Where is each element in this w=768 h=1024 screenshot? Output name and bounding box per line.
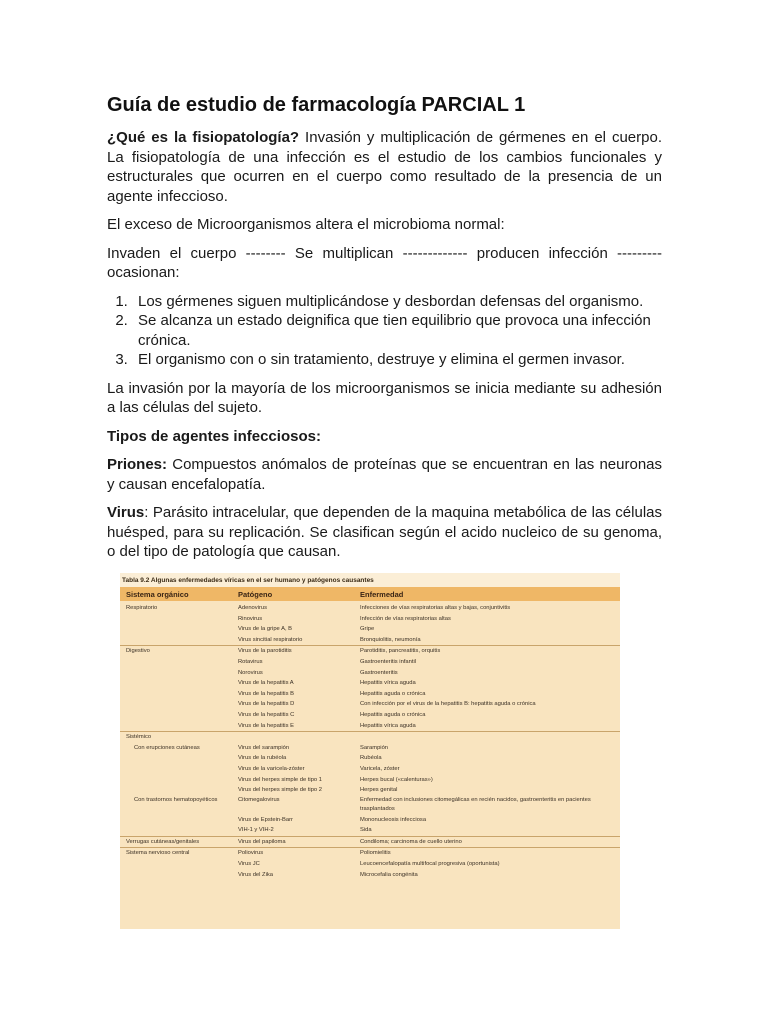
cell-system xyxy=(120,859,238,870)
cell-system xyxy=(120,624,238,635)
cell-disease: Sarampión xyxy=(360,744,389,751)
cell-system: Verrugas cutáneas/genitales xyxy=(126,838,200,845)
cell-system: Digestivo xyxy=(126,648,150,655)
table-row xyxy=(120,635,620,646)
cell-pathogen: Virus del herpes simple de tipo 2 xyxy=(238,787,322,794)
cell-disease: Microcefalia congénita xyxy=(360,871,418,878)
cell-disease: Infecciones de vías respiratorias altas y bajas, conjuntivitis xyxy=(360,605,511,611)
cell-pathogen: Poliovirus xyxy=(238,850,264,857)
cell-pathogen: Virus de la hepatitis B xyxy=(238,690,294,697)
table-body xyxy=(120,601,620,880)
cell-pathogen: Virus de la gripe A, B xyxy=(238,626,293,633)
cell-system xyxy=(120,657,238,668)
cell-system xyxy=(120,764,238,775)
cell-pathogen: Virus de la parotiditis xyxy=(238,648,292,655)
cell-pathogen: Virus de la hepatitis D xyxy=(238,701,295,708)
header-pathogen: Patógeno xyxy=(238,589,273,599)
priones-label: Priones: xyxy=(107,456,168,473)
intro-question: ¿Qué es la fisiopatología? xyxy=(107,129,300,146)
cell-pathogen: Virus sincitial respiratorio xyxy=(238,636,303,643)
table-row xyxy=(120,743,620,754)
cell-system xyxy=(120,825,238,836)
cell-disease: Bronquiolitis, neumonía xyxy=(360,636,421,643)
priones-text: Compuestos anómalos de proteínas que se encuentran en las neuronas y causan encefalopatía. xyxy=(107,456,662,493)
virus-text: : Parásito intracelular, que dependen de la maquina metabólica de las células huésped, para su replicación. Se clasifican según el acido nucleico de su genoma, o del tipo de patología que causan. xyxy=(107,504,662,560)
cell-system xyxy=(120,710,238,721)
cell-system: Con erupciones cutáneas xyxy=(134,744,200,751)
intro-answer: Invasión y multiplicación de gérmenes en el cuerpo. La fisiopatología de una infección es el estudio de los cambios funcionales y estructurales que ocurren en el cuerpo como resultado de la presencia de un agente infeccioso. xyxy=(107,129,662,205)
cell-pathogen: Virus del Zika xyxy=(238,871,274,878)
cell-pathogen: Norovirus xyxy=(238,669,263,676)
cell-system xyxy=(120,753,238,764)
virus-paragraph xyxy=(107,503,662,562)
cell-disease: Parotiditis, pancreatitis, orquitis xyxy=(360,648,441,655)
list-item: 2. Se alcanza un estado deignifica que tien equilibrio que provoca una infección crónica. xyxy=(132,311,662,350)
cell-disease: Poliomielitis xyxy=(360,850,391,857)
table-row xyxy=(120,710,620,721)
cell-system xyxy=(120,668,238,679)
cell-pathogen: Rinovirus xyxy=(238,615,263,622)
table-row xyxy=(120,678,620,689)
cell-pathogen: Rotavirus xyxy=(238,658,263,665)
stages-list xyxy=(107,292,662,370)
table-row xyxy=(120,603,620,614)
table-header xyxy=(120,587,620,601)
cell-disease: Hepatitis aguda o crónica xyxy=(360,711,426,718)
document-page xyxy=(107,92,662,571)
cell-system xyxy=(120,815,238,826)
virus-label: Virus xyxy=(107,504,145,521)
header-system: Sistema orgánico xyxy=(126,589,189,599)
cell-disease: Infección de vías respiratorias altas xyxy=(360,615,451,622)
invaden-paragraph: Invaden el cuerpo -------- Se multiplican ------------- producen infección --------- ocasionan: xyxy=(107,244,662,281)
table-caption-text: Algunas enfermedades víricas en el ser humano y patógenos causantes xyxy=(149,577,374,584)
cell-pathogen: Virus del sarampión xyxy=(238,744,290,751)
cell-system: Respiratorio xyxy=(126,605,158,611)
cell-system xyxy=(120,721,238,732)
cell-system xyxy=(120,689,238,700)
invasion-paragraph: La invasión por la mayoría de los microorganismos se inicia mediante su adhesión a las células del sujeto. xyxy=(107,379,662,416)
intro-paragraph xyxy=(107,128,662,206)
table-caption-number: Tabla 9.2 xyxy=(122,577,150,584)
cell-pathogen: Citomegalovirus xyxy=(238,796,280,803)
cell-pathogen: Virus del herpes simple de tipo 1 xyxy=(238,776,322,783)
table-row xyxy=(120,870,620,881)
table-row xyxy=(120,657,620,668)
cell-disease: Varicela, zóster xyxy=(360,765,400,772)
cell-system: Con trastornos hematopoyéticos xyxy=(134,796,218,803)
cell-disease: Gastroenteritis infantil xyxy=(360,658,417,665)
table-caption xyxy=(120,573,620,587)
cell-system xyxy=(120,870,238,881)
cell-disease: Herpes bucal («calenturas») xyxy=(360,776,433,783)
cell-pathogen: Virus de la rubéola xyxy=(238,755,287,762)
list-item: 3. El organismo con o sin tratamiento, destruye y elimina el germen invasor. xyxy=(132,350,662,370)
cell-disease: Herpes genital xyxy=(360,787,398,794)
table-row xyxy=(120,825,620,836)
table-row xyxy=(120,699,620,710)
cell-disease: Rubéola xyxy=(360,755,382,762)
cell-disease: Condiloma; carcinoma de cuello uterino xyxy=(360,838,462,845)
cell-disease: Gastroenteritis xyxy=(360,669,398,676)
table-row xyxy=(120,689,620,700)
cell-disease: Hepatitis vírica aguda xyxy=(360,680,416,687)
cell-system xyxy=(120,775,238,786)
cell-pathogen: Virus de la hepatitis A xyxy=(238,680,294,687)
document-title: Guía de estudio de farmacología PARCIAL 1 xyxy=(107,94,526,116)
header-disease: Enfermedad xyxy=(360,589,404,599)
cell-disease: Hepatitis vírica aguda xyxy=(360,722,416,729)
table-row xyxy=(120,775,620,786)
cell-system xyxy=(120,614,238,625)
cell-pathogen: Virus de la hepatitis E xyxy=(238,722,294,729)
table-row xyxy=(120,859,620,870)
cell-disease: Sida xyxy=(360,827,372,834)
list-item: 1. Los gérmenes siguen multiplicándose y desbordan defensas del organismo. xyxy=(132,292,662,312)
cell-pathogen: Virus de Epstein-Barr xyxy=(238,816,293,823)
exceso-paragraph: El exceso de Microorganismos altera el microbioma normal: xyxy=(107,216,505,233)
cell-pathogen: Adenovirus xyxy=(238,605,268,611)
cell-disease: Leucoencefalopatía multifocal progresiva (oportunista) xyxy=(360,861,500,868)
cell-disease: Hepatitis aguda o crónica xyxy=(360,690,426,697)
cell-system xyxy=(120,678,238,689)
tipos-heading xyxy=(107,427,662,447)
cell-disease: Mononucleosis infecciosa xyxy=(360,816,427,823)
table-row xyxy=(120,847,620,859)
cell-pathogen: Virus JC xyxy=(238,861,260,868)
table-row xyxy=(120,645,620,657)
cell-system xyxy=(120,785,238,796)
cell-pathogen xyxy=(238,732,360,743)
cell-disease xyxy=(360,732,620,743)
cell-system xyxy=(120,699,238,710)
cell-pathogen: Virus de la hepatitis C xyxy=(238,711,295,718)
cell-disease: Enfermedad con inclusiones citomegálicas en recién nacidos, gastroenteritis en pacientes trasplantados xyxy=(360,796,591,813)
priones-paragraph xyxy=(107,455,662,494)
table-row xyxy=(120,668,620,679)
table-row xyxy=(120,624,620,635)
cell-disease: Gripe xyxy=(360,626,375,633)
table-row xyxy=(120,614,620,625)
table-row xyxy=(120,785,620,796)
virus-table-image xyxy=(120,573,620,929)
table-row xyxy=(120,753,620,764)
table-row xyxy=(120,836,620,848)
table-row xyxy=(120,815,620,826)
cell-system xyxy=(120,635,238,646)
cell-pathogen: Virus de la varicela-zóster xyxy=(238,765,305,772)
table-row xyxy=(120,764,620,775)
cell-system: Sistémico xyxy=(126,734,152,741)
tipos-heading-text: Tipos de agentes infecciosos: xyxy=(107,427,321,445)
cell-pathogen: Virus del papiloma xyxy=(238,838,286,845)
cell-pathogen: VIH-1 y VIH-2 xyxy=(238,827,274,834)
cell-system: Sistema nervioso central xyxy=(126,850,190,857)
cell-disease: Con infección por el virus de la hepatitis B: hepatitis aguda o crónica xyxy=(360,701,536,708)
table-row xyxy=(120,796,620,815)
table-row xyxy=(120,731,620,743)
table-row xyxy=(120,721,620,732)
